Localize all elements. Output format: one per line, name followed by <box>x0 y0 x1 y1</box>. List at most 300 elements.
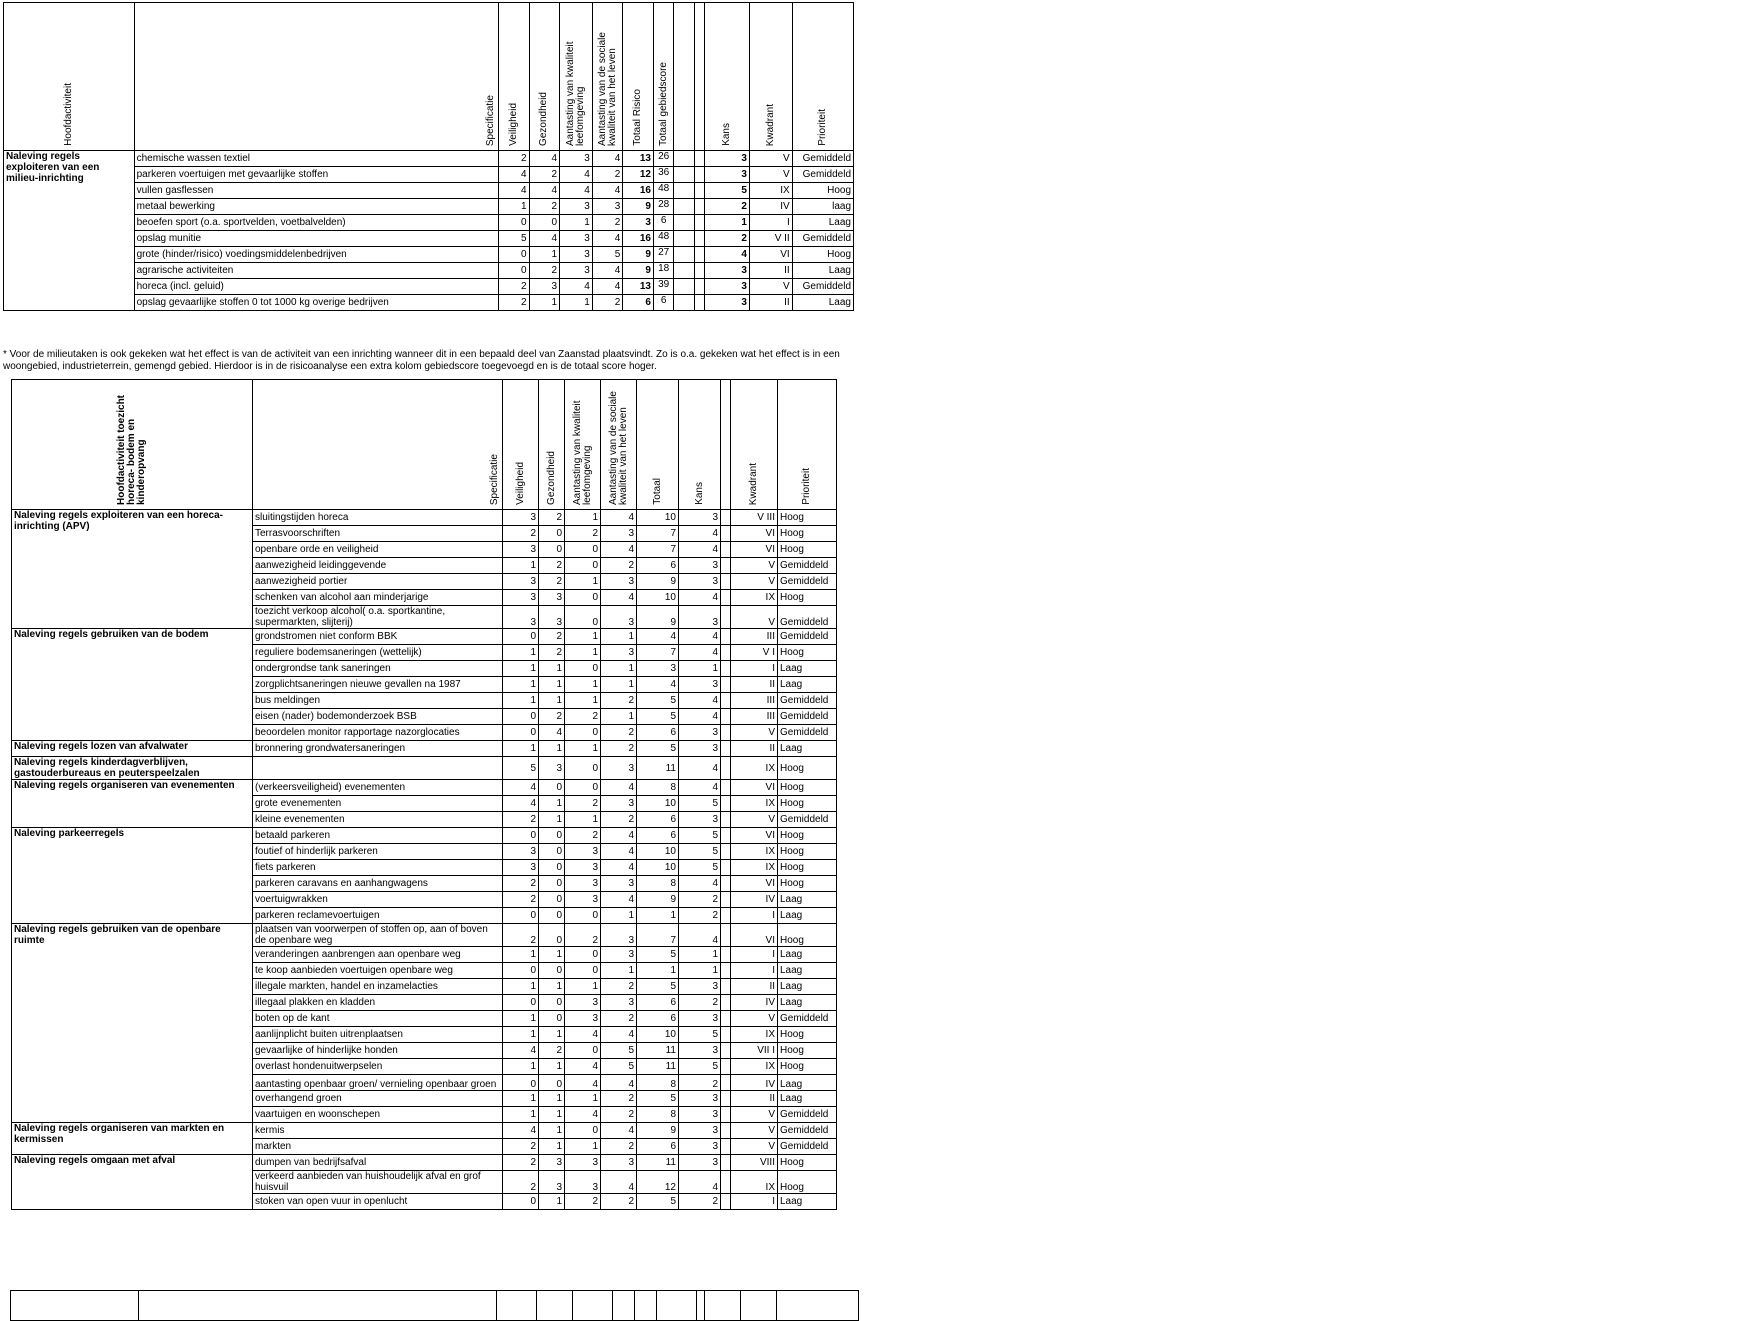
kwadrant-cell: II <box>731 677 778 693</box>
header-empty <box>694 3 704 151</box>
leefomgeving-cell: 1 <box>560 295 593 311</box>
kans-cell: 3 <box>679 1091 721 1107</box>
totaal-cell: 10 <box>637 860 679 876</box>
sociale-cell: 4 <box>601 542 637 558</box>
category-cell: Naleving regels organiseren van markten en kermissen <box>12 1123 253 1155</box>
spacer-cell <box>674 183 694 199</box>
prioriteit-cell: Laag <box>778 963 837 979</box>
veiligheid-cell: 1 <box>503 947 539 963</box>
gezondheid-cell: 1 <box>529 295 560 311</box>
gezondheid-cell: 2 <box>539 558 565 574</box>
spec-cell: verkeerd aanbieden van huishoudelijk afval en grof huisvuil <box>253 1171 503 1194</box>
prioriteit-cell: Hoog <box>778 645 837 661</box>
prioriteit-cell: Laag <box>778 1194 837 1210</box>
gezondheid-cell: 3 <box>539 757 565 780</box>
cell <box>635 1291 657 1321</box>
spacer-cell <box>694 199 704 215</box>
sociale-cell: 1 <box>601 709 637 725</box>
totaal-cell: 5 <box>637 947 679 963</box>
spacer-cell <box>694 279 704 295</box>
header-sociale-kwaliteit: Aantasting van de sociale kwaliteit van het leven <box>592 3 623 151</box>
gebiedscore-cell: 39 <box>653 279 673 295</box>
veiligheid-cell: 2 <box>503 924 539 947</box>
spacer-cell <box>721 510 731 526</box>
prioriteit-cell: Laag <box>778 995 837 1011</box>
leefomgeving-cell: 3 <box>560 199 593 215</box>
prioriteit-cell: Hoog <box>778 757 837 780</box>
veiligheid-cell: 0 <box>498 247 529 263</box>
totaal-risico-cell: 16 <box>623 183 654 199</box>
spacer-cell <box>721 1107 731 1123</box>
cell <box>573 1291 613 1321</box>
leefomgeving-cell: 4 <box>565 1027 601 1043</box>
table-row <box>12 629 837 645</box>
table-row <box>12 757 837 780</box>
spacer-cell <box>721 979 731 995</box>
kans-cell: 4 <box>679 1171 721 1194</box>
leefomgeving-cell: 2 <box>565 1194 601 1210</box>
gezondheid-cell: 2 <box>529 263 560 279</box>
leefomgeving-cell: 0 <box>565 725 601 741</box>
leefomgeving-cell: 4 <box>565 1075 601 1091</box>
veiligheid-cell: 4 <box>498 167 529 183</box>
totaal-cell: 7 <box>637 542 679 558</box>
prioriteit-cell: Gemiddeld <box>792 167 853 183</box>
sociale-cell: 5 <box>592 247 623 263</box>
totaal-cell: 10 <box>637 510 679 526</box>
sociale-cell: 2 <box>601 1011 637 1027</box>
totaal-cell: 8 <box>637 780 679 796</box>
spacer-cell <box>721 526 731 542</box>
spec-cell: gevaarlijke of hinderlijke honden <box>253 1043 503 1059</box>
leefomgeving-cell: 1 <box>560 215 593 231</box>
kwadrant-cell: II <box>731 1091 778 1107</box>
spec-cell: beoefen sport (o.a. sportvelden, voetbalvelden) <box>134 215 498 231</box>
gezondheid-cell: 1 <box>539 677 565 693</box>
sociale-cell: 3 <box>601 574 637 590</box>
spec-cell: Terrasvoorschriften <box>253 526 503 542</box>
kans-cell: 4 <box>679 757 721 780</box>
kans-cell: 3 <box>679 558 721 574</box>
prioriteit-cell: Gemiddeld <box>778 574 837 590</box>
header-hoofdactiviteit: Hoofdactiviteit toezicht horeca- bodem en kinderopvang <box>12 380 253 510</box>
kans-cell: 3 <box>679 1107 721 1123</box>
totaal-cell: 10 <box>637 796 679 812</box>
spec-cell: voertuigwrakken <box>253 892 503 908</box>
leefomgeving-cell: 1 <box>565 1091 601 1107</box>
spec-cell: overhangend groen <box>253 1091 503 1107</box>
header-empty <box>721 380 731 510</box>
spacer-cell <box>721 812 731 828</box>
kans-cell: 3 <box>679 979 721 995</box>
spacer-cell <box>721 1194 731 1210</box>
cell <box>497 1291 537 1321</box>
header-kans: Kans <box>704 3 749 151</box>
gezondheid-cell: 0 <box>539 542 565 558</box>
totaal-cell: 5 <box>637 741 679 757</box>
spacer-cell <box>694 231 704 247</box>
kans-cell: 4 <box>679 645 721 661</box>
sociale-cell: 5 <box>601 1043 637 1059</box>
leefomgeving-cell: 0 <box>565 1043 601 1059</box>
veiligheid-cell: 3 <box>503 510 539 526</box>
kans-cell: 1 <box>679 963 721 979</box>
spacer-cell <box>721 693 731 709</box>
spec-cell: kermis <box>253 1123 503 1139</box>
spacer-cell <box>694 151 704 167</box>
kwadrant-cell: IX <box>749 183 792 199</box>
kans-cell: 1 <box>679 947 721 963</box>
totaal-risico-cell: 9 <box>623 263 654 279</box>
gezondheid-cell: 1 <box>539 947 565 963</box>
sociale-cell: 3 <box>601 796 637 812</box>
veiligheid-cell: 1 <box>503 979 539 995</box>
kans-cell: 2 <box>679 1075 721 1091</box>
totaal-cell: 9 <box>637 892 679 908</box>
cell <box>741 1291 777 1321</box>
header-leefomgeving: Aantasting van kwaliteit leefomgeving <box>560 3 593 151</box>
gezondheid-cell: 1 <box>539 979 565 995</box>
spec-cell: parkeren reclamevoertuigen <box>253 908 503 924</box>
spec-cell: bronnering grondwatersaneringen <box>253 741 503 757</box>
kans-cell: 3 <box>679 606 721 629</box>
veiligheid-cell: 2 <box>503 876 539 892</box>
gezondheid-cell: 0 <box>539 1011 565 1027</box>
sociale-cell: 4 <box>601 1075 637 1091</box>
header-empty <box>674 3 694 151</box>
spacer-cell <box>721 780 731 796</box>
kwadrant-cell: V <box>749 167 792 183</box>
spec-cell: illegaal plakken en kladden <box>253 995 503 1011</box>
kwadrant-cell: IV <box>749 199 792 215</box>
gezondheid-cell: 0 <box>529 215 560 231</box>
veiligheid-cell: 0 <box>498 263 529 279</box>
spec-cell: horeca (incl. geluid) <box>134 279 498 295</box>
spec-cell: dumpen van bedrijfsafval <box>253 1155 503 1171</box>
leefomgeving-cell: 3 <box>565 1171 601 1194</box>
gezondheid-cell: 2 <box>529 167 560 183</box>
sociale-cell: 4 <box>601 510 637 526</box>
kwadrant-cell: VI <box>731 526 778 542</box>
spec-cell: zorgplichtsaneringen nieuwe gevallen na 1987 <box>253 677 503 693</box>
kwadrant-cell: II <box>749 263 792 279</box>
gezondheid-cell: 0 <box>539 924 565 947</box>
header-kwadrant: Kwadrant <box>749 3 792 151</box>
totaal-cell: 4 <box>637 629 679 645</box>
leefomgeving-cell: 3 <box>565 844 601 860</box>
kans-cell: 3 <box>679 1011 721 1027</box>
kans-cell: 3 <box>679 1139 721 1155</box>
spacer-cell <box>721 1091 731 1107</box>
kans-cell: 4 <box>679 590 721 606</box>
totaal-cell: 5 <box>637 1091 679 1107</box>
cell <box>537 1291 573 1321</box>
gezondheid-cell: 0 <box>539 963 565 979</box>
table-row <box>12 828 837 844</box>
category-cell: Naleving regels gebruiken van de openbare ruimte <box>12 924 253 1123</box>
gezondheid-cell: 3 <box>539 1155 565 1171</box>
totaal-cell: 8 <box>637 876 679 892</box>
spec-cell: vaartuigen en woonschepen <box>253 1107 503 1123</box>
veiligheid-cell: 2 <box>498 279 529 295</box>
header-prioriteit: Prioriteit <box>792 3 853 151</box>
kans-cell: 3 <box>704 151 749 167</box>
sociale-cell: 3 <box>601 947 637 963</box>
totaal-cell: 10 <box>637 1027 679 1043</box>
spacer-cell <box>694 215 704 231</box>
cell <box>139 1291 497 1321</box>
gebiedscore-cell: 6 <box>653 215 673 231</box>
prioriteit-cell: Gemiddeld <box>792 279 853 295</box>
sociale-cell: 3 <box>601 995 637 1011</box>
prioriteit-cell: Hoog <box>778 860 837 876</box>
kwadrant-cell: VI <box>731 828 778 844</box>
sociale-cell: 2 <box>592 215 623 231</box>
category-cell: Naleving regels organiseren van evenementen <box>12 780 253 828</box>
spacer-cell <box>674 279 694 295</box>
leefomgeving-cell: 0 <box>565 558 601 574</box>
prioriteit-cell: laag <box>792 199 853 215</box>
kans-cell: 3 <box>679 1155 721 1171</box>
veiligheid-cell: 1 <box>503 1107 539 1123</box>
sociale-cell: 4 <box>601 1123 637 1139</box>
sociale-cell: 2 <box>592 295 623 311</box>
kwadrant-cell: I <box>731 1194 778 1210</box>
gezondheid-cell: 3 <box>529 279 560 295</box>
leefomgeving-cell: 3 <box>565 876 601 892</box>
veiligheid-cell: 0 <box>503 828 539 844</box>
spec-cell: boten op de kant <box>253 1011 503 1027</box>
spec-cell: sluitingstijden horeca <box>253 510 503 526</box>
prioriteit-cell: Hoog <box>778 526 837 542</box>
sociale-cell: 3 <box>601 924 637 947</box>
header-kans: Kans <box>679 380 721 510</box>
prioriteit-cell: Hoog <box>778 924 837 947</box>
sociale-cell: 4 <box>592 183 623 199</box>
gezondheid-cell: 1 <box>539 661 565 677</box>
spacer-cell <box>721 860 731 876</box>
leefomgeving-cell: 0 <box>565 1123 601 1139</box>
kwadrant-cell: II <box>731 741 778 757</box>
sociale-cell: 4 <box>592 279 623 295</box>
spec-cell: aanlijnplicht buiten uitrenplaatsen <box>253 1027 503 1043</box>
risk-table-horeca-bodem <box>11 379 837 1210</box>
spacer-cell <box>674 231 694 247</box>
spacer-cell <box>721 677 731 693</box>
leefomgeving-cell: 4 <box>560 279 593 295</box>
veiligheid-cell: 2 <box>503 892 539 908</box>
gezondheid-cell: 3 <box>539 1171 565 1194</box>
spacer-cell <box>721 590 731 606</box>
spacer-cell <box>674 151 694 167</box>
sociale-cell: 1 <box>601 677 637 693</box>
leefomgeving-cell: 0 <box>565 908 601 924</box>
leefomgeving-cell: 3 <box>565 860 601 876</box>
kwadrant-cell: IV <box>731 995 778 1011</box>
spec-cell: parkeren voertuigen met gevaarlijke stoffen <box>134 167 498 183</box>
sociale-cell: 3 <box>601 606 637 629</box>
veiligheid-cell: 0 <box>498 215 529 231</box>
kans-cell: 3 <box>679 1123 721 1139</box>
spacer-cell <box>674 295 694 311</box>
kwadrant-cell: V <box>731 1139 778 1155</box>
kwadrant-cell: IX <box>731 757 778 780</box>
sociale-cell: 4 <box>601 590 637 606</box>
sociale-cell: 4 <box>601 860 637 876</box>
spacer-cell <box>721 1155 731 1171</box>
kans-cell: 5 <box>704 183 749 199</box>
spacer-cell <box>721 574 731 590</box>
spec-cell: grote evenementen <box>253 796 503 812</box>
prioriteit-cell: Gemiddeld <box>778 558 837 574</box>
leefomgeving-cell: 0 <box>565 606 601 629</box>
kans-cell: 3 <box>679 1043 721 1059</box>
leefomgeving-cell: 0 <box>565 780 601 796</box>
spec-cell: parkeren caravans en aanhangwagens <box>253 876 503 892</box>
leefomgeving-cell: 4 <box>560 167 593 183</box>
spacer-cell <box>721 558 731 574</box>
spec-cell: agrarische activiteiten <box>134 263 498 279</box>
spacer-cell <box>721 606 731 629</box>
veiligheid-cell: 0 <box>503 995 539 1011</box>
veiligheid-cell: 5 <box>498 231 529 247</box>
gezondheid-cell: 2 <box>539 645 565 661</box>
kans-cell: 4 <box>704 247 749 263</box>
totaal-cell: 6 <box>637 558 679 574</box>
cell <box>613 1291 635 1321</box>
prioriteit-cell: Gemiddeld <box>778 693 837 709</box>
sociale-cell: 4 <box>601 1171 637 1194</box>
spec-cell: metaal bewerking <box>134 199 498 215</box>
totaal-cell: 7 <box>637 526 679 542</box>
kwadrant-cell: V <box>731 1123 778 1139</box>
totaal-cell: 1 <box>637 908 679 924</box>
kans-cell: 4 <box>679 526 721 542</box>
header-totaal: Totaal <box>637 380 679 510</box>
gebiedscore-cell: 48 <box>653 231 673 247</box>
prioriteit-cell: Hoog <box>778 844 837 860</box>
prioriteit-cell: Laag <box>778 908 837 924</box>
sociale-cell: 2 <box>601 693 637 709</box>
spacer-cell <box>721 1059 731 1075</box>
prioriteit-cell: Laag <box>778 979 837 995</box>
kans-cell: 2 <box>704 199 749 215</box>
kwadrant-cell: IX <box>731 1027 778 1043</box>
leefomgeving-cell: 0 <box>565 661 601 677</box>
header-leefomgeving: Aantasting van kwaliteit leefomgeving <box>565 380 601 510</box>
veiligheid-cell: 3 <box>503 844 539 860</box>
prioriteit-cell: Gemiddeld <box>792 151 853 167</box>
veiligheid-cell: 2 <box>503 526 539 542</box>
prioriteit-cell: Hoog <box>778 1059 837 1075</box>
gezondheid-cell: 0 <box>539 844 565 860</box>
prioriteit-cell: Laag <box>778 947 837 963</box>
prioriteit-cell: Gemiddeld <box>792 231 853 247</box>
footnote: * Voor de milieutaken is ook gekeken wat het effect is van de activiteit van een inrichting wanneer dit in een bepaald deel van Zaanstad plaatsvindt. Zo is o.a. gekeken wat het effect is in een woongebied, industrieterrein, gemengd gebied. Hierdoor is in de risicoanalyse een extra kolom gebiedscore toegevoegd en is de totaal score hoger. <box>3 349 840 372</box>
prioriteit-cell: Hoog <box>778 510 837 526</box>
veiligheid-cell: 0 <box>503 709 539 725</box>
gezondheid-cell: 1 <box>539 741 565 757</box>
leefomgeving-cell: 4 <box>565 1059 601 1075</box>
gezondheid-cell: 0 <box>539 995 565 1011</box>
prioriteit-cell: Hoog <box>792 247 853 263</box>
veiligheid-cell: 1 <box>503 1027 539 1043</box>
sociale-cell: 3 <box>592 199 623 215</box>
kans-cell: 5 <box>679 828 721 844</box>
gezondheid-cell: 3 <box>539 606 565 629</box>
spacer-cell <box>721 1075 731 1091</box>
veiligheid-cell: 2 <box>498 295 529 311</box>
veiligheid-cell: 2 <box>498 151 529 167</box>
gezondheid-cell: 0 <box>539 526 565 542</box>
leefomgeving-cell: 1 <box>565 510 601 526</box>
kans-cell: 4 <box>679 629 721 645</box>
veiligheid-cell: 4 <box>503 1043 539 1059</box>
spacer-cell <box>674 215 694 231</box>
totaal-cell: 8 <box>637 1107 679 1123</box>
totaal-cell: 6 <box>637 1011 679 1027</box>
kwadrant-cell: VI <box>731 542 778 558</box>
leefomgeving-cell: 4 <box>560 183 593 199</box>
table-row <box>4 151 854 167</box>
totaal-cell: 6 <box>637 995 679 1011</box>
kwadrant-cell: III <box>731 693 778 709</box>
table2-body <box>12 510 837 1210</box>
veiligheid-cell: 1 <box>503 693 539 709</box>
prioriteit-cell: Laag <box>778 1091 837 1107</box>
kwadrant-cell: IX <box>731 1171 778 1194</box>
leefomgeving-cell: 1 <box>565 645 601 661</box>
leefomgeving-cell: 1 <box>565 574 601 590</box>
leefomgeving-cell: 1 <box>565 1139 601 1155</box>
kans-cell: 1 <box>704 215 749 231</box>
kans-cell: 5 <box>679 796 721 812</box>
prioriteit-cell: Hoog <box>778 876 837 892</box>
spacer-cell <box>721 645 731 661</box>
veiligheid-cell: 0 <box>503 1075 539 1091</box>
sociale-cell: 4 <box>592 151 623 167</box>
spec-cell: foutief of hinderlijk parkeren <box>253 844 503 860</box>
spec-cell: markten <box>253 1139 503 1155</box>
gezondheid-cell: 2 <box>539 510 565 526</box>
gezondheid-cell: 2 <box>539 629 565 645</box>
spec-cell: ondergrondse tank saneringen <box>253 661 503 677</box>
kans-cell: 4 <box>679 542 721 558</box>
sociale-cell: 3 <box>601 526 637 542</box>
header-veiligheid: Veiligheid <box>503 380 539 510</box>
spec-cell: aanwezigheid leidinggevende <box>253 558 503 574</box>
header-sociale-kwaliteit: Aantasting van de sociale kwaliteit van het leven <box>601 380 637 510</box>
gebiedscore-cell: 6 <box>653 295 673 311</box>
gebiedscore-cell: 28 <box>653 199 673 215</box>
totaal-cell: 12 <box>637 1171 679 1194</box>
veiligheid-cell: 2 <box>503 1171 539 1194</box>
prioriteit-cell: Hoog <box>778 780 837 796</box>
gezondheid-cell: 1 <box>539 693 565 709</box>
gezondheid-cell: 2 <box>539 574 565 590</box>
totaal-risico-cell: 13 <box>623 279 654 295</box>
totaal-cell: 10 <box>637 844 679 860</box>
kwadrant-cell: VII I <box>731 1043 778 1059</box>
kans-cell: 3 <box>704 263 749 279</box>
leefomgeving-cell: 0 <box>565 947 601 963</box>
kwadrant-cell: IV <box>731 1075 778 1091</box>
header-gezondheid: Gezondheid <box>529 3 560 151</box>
sociale-cell: 3 <box>601 645 637 661</box>
kans-cell: 2 <box>679 908 721 924</box>
prioriteit-cell: Hoog <box>778 590 837 606</box>
sociale-cell: 4 <box>601 828 637 844</box>
